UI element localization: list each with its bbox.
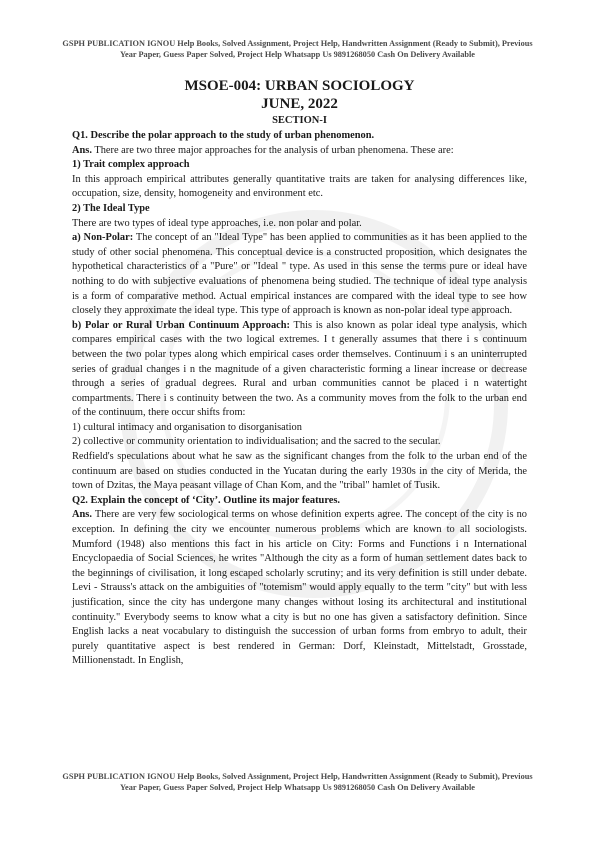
paragraph-non-polar bbox=[72, 231, 527, 319]
paragraph-polar bbox=[72, 319, 527, 421]
shift-item-2: 2) collective or community orientation to individualisation; and the sacred to the secular. bbox=[72, 436, 441, 448]
non-polar-label: a) Non-Polar: bbox=[72, 232, 134, 244]
answer-1-intro bbox=[72, 144, 527, 159]
shift-item-1: 1) cultural intimacy and organisation to disorganisation bbox=[72, 421, 302, 433]
ans-label: Ans. bbox=[72, 509, 92, 521]
ans-label: Ans. bbox=[72, 144, 92, 156]
non-polar-text: The concept of an "Ideal Type" has been applied to communities as it has been applied to the study of other social phenomena. This conceptual device is a constructed proposition, which designates the hypothetical characteristics of a "Pure" or "Ideal " type. As used in this sense the terms pure or ideal have nothing to do with subjective evaluations of phenomena being studied. The technique of ideal type analysis is a form of comparative method. Actual empirical instances are compared with the ideal type to see how closely they approximate the ideal type. This type of approach is known as non-polar ideal type approach. bbox=[72, 232, 527, 317]
document-body bbox=[72, 75, 527, 669]
answer-2-text: There are very few sociological terms on whose definition experts agree. The concept of the city is no exception. In defining the city we encounter numerous problems which are known to all sociologists. Mumford (1948) also mentions this fact in his article on City: Forms and Functions i n International Encyclopaedia of Social Sciences, he writes "Although the city as a form of human settlement dates back to the beginnings of civilisation, it long escaped scholarly scrutiny; and its very definition is still under debate. Levi - Strauss's attack on the ambiguities of "totemism" would apply equally to the term "city" but with less justification, since the city has undergone many changes without losing its architectural and institutional continuity." Everybody seems to know what a city is but no one has given a satisfactory definition. Since English lacks a neat vocabulary to distinguish the succession of urban forms from embryo to adult, their purely quantitative aspect is best rendered in German: Dorf, Kleinstadt, Mittelstadt, Grosstade, Millionenstadt. In English, bbox=[72, 509, 527, 667]
page-footer: GSPH PUBLICATION IGNOU Help Books, Solved Assignment, Project Help, Handwritten Assignment (Ready to Submit), Previous Year Paper, Guess Paper Solved, Project Help Whatsapp Us 9891268050 Cash On Delivery Available bbox=[62, 772, 533, 792]
exam-date: JUNE, 2022 bbox=[261, 96, 338, 112]
paragraph-ideal-type: There are two types of ideal type approaches, i.e. non polar and polar. bbox=[72, 217, 362, 229]
answer-2 bbox=[72, 508, 527, 669]
question-2: Q2. Explain the concept of ‘City’. Outline its major features. bbox=[72, 494, 341, 506]
section-heading: SECTION-I bbox=[272, 115, 327, 126]
subheading-trait-complex: 1) Trait complex approach bbox=[72, 159, 190, 171]
paragraph-redfield: Redfield's speculations about what he saw as the significant changes from the folk to the urban end of the continuum are based on studies conducted in the Yucatan during the early 1930s in the city of Merida, the town of Dzitas, the Maya peasant village of Chan Kom, and the "tribal" hamlet of Tusik. bbox=[72, 451, 527, 492]
answer-text: There are two three major approaches for the analysis of urban phenomena. These are: bbox=[91, 144, 454, 156]
polar-text: This is also known as polar ideal type analysis, which compares empirical cases with the two logical extremes. I t generally assumes that there i s continuum between the two polar types along which empirical cases order themselves. Continuum i s an uninterrupted series of gradual changes i n the magnitude of a given characteristic forming a linear increase or decrease through a series of gradual degrees. Rural and urban communities cannot be placed i n watertight compartments. There i s continuity between the two. As a community moves from the folk to the urban end of the continuum, there occur shifts from: bbox=[72, 319, 527, 419]
course-title: MSOE-004: URBAN SOCIOLOGY bbox=[184, 78, 415, 94]
subheading-ideal-type: 2) The Ideal Type bbox=[72, 202, 150, 214]
question-1: Q1. Describe the polar approach to the study of urban phenomenon. bbox=[72, 130, 375, 141]
paragraph-trait-complex: In this approach empirical attributes generally quantitative traits are taken for analysing differences like, occupation, size, density, homogeneity and environment etc. bbox=[72, 173, 527, 200]
polar-label: b) Polar or Rural Urban Continuum Approach: bbox=[72, 319, 291, 331]
page-header: GSPH PUBLICATION IGNOU Help Books, Solved Assignment, Project Help, Handwritten Assignment (Ready to Submit), Previous Year Paper, Guess Paper Solved, Project Help Whatsapp Us 9891268050 Cash On Delivery Available bbox=[62, 39, 533, 59]
